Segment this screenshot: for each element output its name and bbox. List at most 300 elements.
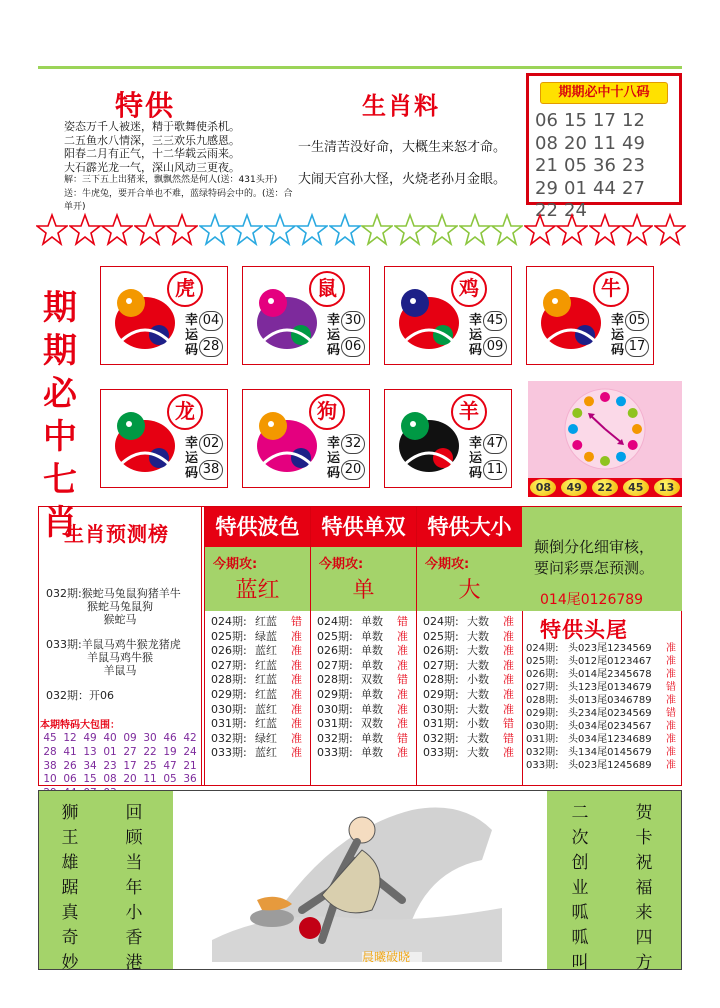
result-status: 错 [291, 615, 302, 628]
grid-number: 01 [103, 745, 117, 758]
period: 033期: [317, 746, 353, 760]
poem-char: 真 [61, 903, 79, 923]
result-status: 准 [666, 695, 676, 706]
period: 028期: [423, 673, 459, 687]
bottom-left-poem [39, 791, 173, 973]
star-icon [556, 211, 589, 251]
tetou-row [526, 733, 680, 746]
attack-value: 蓝红 [235, 578, 280, 603]
clock-dot [568, 424, 578, 434]
result-status: 准 [397, 658, 408, 672]
star-icon [166, 211, 199, 251]
tegong-title: 特供 [115, 89, 176, 122]
tetou-row [526, 759, 680, 772]
result-status: 错 [503, 731, 514, 745]
tetou-row [526, 681, 680, 694]
grid-number: 24 [183, 745, 197, 758]
prediction: 头234尾0234569 [568, 708, 652, 719]
history-row [211, 659, 306, 674]
zodiac-card [384, 266, 512, 365]
tetou-row [526, 720, 680, 733]
star-icon [459, 211, 492, 251]
result-status: 错 [397, 615, 408, 628]
prediction: 头013尾0346789 [568, 695, 652, 706]
period: 029期: [423, 687, 459, 701]
period: 025期: [526, 656, 559, 667]
result-status: 准 [503, 746, 514, 760]
bottom-right-poem [547, 791, 681, 973]
luck-number: 38 [199, 460, 223, 480]
grid-number: 38 [43, 759, 57, 772]
grid-number: 49 [83, 732, 97, 744]
top-divider [38, 66, 682, 69]
result-status: 准 [503, 673, 514, 687]
result-status: 错 [666, 682, 676, 693]
period: 028期: [317, 673, 353, 687]
attack-box [205, 547, 310, 611]
prediction: 单数 [361, 629, 383, 643]
period: 027期: [211, 658, 247, 672]
code-number: 44 [593, 177, 616, 199]
prediction: 红蓝 [255, 673, 277, 687]
clock-dot [628, 408, 638, 418]
result-status: 错 [666, 708, 676, 719]
luck-number: 20 [341, 460, 365, 480]
attack-value: 单 [352, 578, 375, 603]
period: 027期: [317, 658, 353, 672]
grid-number: 26 [63, 759, 77, 772]
star-row [36, 211, 686, 251]
clock-dot [628, 440, 638, 450]
prediction: 头034尾0234567 [568, 721, 652, 732]
luck-number: 05 [625, 311, 649, 331]
history-row [317, 630, 412, 645]
title-char: 肖 [43, 503, 77, 543]
prediction: 头034尾1234689 [568, 734, 652, 745]
prediction: 单数 [361, 746, 383, 760]
history-row [211, 630, 306, 645]
prediction: 双数 [361, 717, 383, 731]
title-char: 七 [43, 460, 77, 500]
star-icon [426, 211, 459, 251]
poem-char: 四 [635, 928, 653, 948]
luck-label: 幸运码 [469, 436, 483, 481]
history-row [317, 703, 412, 718]
poem-char: 顾 [125, 828, 143, 848]
clock-dot [584, 452, 594, 462]
poem-column [569, 801, 591, 976]
zodiac-name: 虎 [167, 271, 203, 307]
prediction: 红蓝 [255, 687, 277, 701]
prediction: 头134尾0145679 [568, 747, 652, 758]
luck-label: 幸运码 [327, 313, 341, 358]
luck-number: 32 [341, 434, 365, 454]
result-status: 准 [291, 746, 302, 760]
result-status: 准 [397, 629, 408, 643]
code-number: 29 [535, 177, 558, 199]
poem-char: 香 [125, 928, 143, 948]
code-number: 20 [564, 132, 587, 154]
poem-char: 呱 [571, 928, 589, 948]
result-status: 准 [397, 702, 408, 716]
result-status: 准 [291, 673, 302, 687]
star-icon [101, 211, 134, 251]
poem-char: 回 [125, 803, 143, 823]
prediction: 头023尾1245689 [568, 760, 652, 771]
tetou-row [526, 707, 680, 720]
result-status: 准 [397, 644, 408, 658]
prediction: 头012尾0123467 [568, 656, 652, 667]
number-ball: 49 [561, 479, 587, 496]
history-row [211, 732, 306, 747]
tetou-row [526, 694, 680, 707]
poem-column [633, 801, 655, 976]
prediction: 大数 [467, 644, 489, 658]
code-number: 05 [564, 155, 587, 176]
period: 024期: [317, 615, 353, 628]
zodiac-card [526, 266, 654, 365]
code-number: 06 [535, 110, 558, 131]
zodiac-card [242, 389, 370, 488]
period: 033期: [526, 760, 559, 771]
rank-line: 猴蛇马兔鼠狗 [87, 600, 153, 613]
poem-char: 次 [571, 828, 589, 848]
eighteen-codes-title: 期期必中十八码 [540, 82, 668, 104]
poem-char: 踞 [61, 878, 79, 898]
period: 030期: [317, 702, 353, 716]
clock-dot [584, 396, 594, 406]
grid-number: 34 [83, 759, 97, 772]
star-icon [361, 211, 394, 251]
title-char: 期 [43, 331, 77, 371]
number-ball: 45 [623, 479, 649, 496]
history-row [211, 673, 306, 688]
code-number: 22 [535, 200, 558, 221]
period: 031期: [423, 717, 459, 731]
poem-column [123, 801, 145, 976]
prediction: 头023尾1234569 [568, 643, 652, 654]
prediction: 大数 [467, 746, 489, 760]
history-row [211, 717, 306, 732]
prediction: 小数 [467, 717, 489, 731]
history-rows [211, 615, 306, 761]
history-row [423, 732, 518, 747]
slogan-number: 014尾0126789 [540, 592, 644, 608]
grid-number: 23 [103, 759, 117, 772]
grid-number: 42 [183, 732, 197, 744]
period: 024期: [211, 615, 247, 628]
prediction: 红蓝 [255, 615, 277, 628]
grid-number: 09 [123, 732, 137, 744]
result-status: 准 [666, 643, 676, 654]
code-number: 11 [593, 132, 616, 154]
period: 032期: [317, 731, 353, 745]
result-status: 准 [397, 746, 408, 760]
luck-number: 17 [625, 337, 649, 357]
result-status: 准 [666, 747, 676, 758]
luck-number: 30 [341, 311, 365, 331]
title-char: 中 [43, 417, 77, 457]
result-status: 准 [503, 687, 514, 701]
clock-dot [600, 392, 610, 402]
special-code-grid-title: 本期特码大包围： [40, 720, 120, 731]
star-icon [491, 211, 524, 251]
star-icon [654, 211, 687, 251]
grid-number: 17 [123, 759, 137, 772]
tetou-row [526, 668, 680, 681]
period: 026期: [317, 644, 353, 658]
poem-char: 业 [571, 878, 589, 898]
tetou-rows [526, 642, 680, 772]
zodiac-card [384, 389, 512, 488]
prediction: 头123尾0134679 [568, 682, 652, 693]
result-status: 准 [503, 658, 514, 672]
period: 025期: [211, 629, 247, 643]
period: 025期: [423, 629, 459, 643]
period: 024期: [526, 643, 559, 654]
history-row [317, 688, 412, 703]
attack-label: 今期攻: [213, 557, 258, 572]
zodiac-card [100, 389, 228, 488]
prediction: 单数 [361, 702, 383, 716]
eighteen-codes-box [526, 73, 682, 221]
period: 033期: [211, 746, 247, 760]
history-row [317, 659, 412, 674]
zodiac-name: 鼠 [309, 271, 345, 307]
prediction: 蓝红 [255, 644, 277, 658]
clock-icon [528, 381, 682, 478]
clock-number-balls [528, 478, 682, 497]
history-row [211, 703, 306, 718]
poem-char: 叫 [571, 953, 589, 973]
result-status: 准 [291, 717, 302, 731]
grid-number: 11 [143, 773, 157, 786]
code-number: 12 [622, 110, 645, 131]
grid-number: 36 [183, 773, 197, 786]
grid-number: 20 [123, 773, 137, 786]
period: 031期: [317, 717, 353, 731]
star-icon [231, 211, 264, 251]
result-status: 准 [666, 734, 676, 745]
grid-number: 30 [143, 732, 157, 744]
period: 027期: [526, 682, 559, 693]
star-icon [329, 211, 362, 251]
star-icon [589, 211, 622, 251]
column-divider [201, 507, 202, 785]
zodiac-name: 鸡 [451, 271, 487, 307]
period: 032期: [423, 731, 459, 745]
prediction: 蓝红 [255, 746, 277, 760]
poem-char: 贺 [635, 803, 653, 823]
grid-number: 45 [43, 732, 57, 744]
luck-number: 47 [483, 434, 507, 454]
history-row [317, 673, 412, 688]
ink-painting [212, 800, 502, 962]
result-status: 准 [291, 644, 302, 658]
tetou-row [526, 655, 680, 668]
poem-char: 当 [125, 853, 143, 873]
luck-number: 04 [199, 311, 223, 331]
column-title: 特供波色 [205, 507, 310, 547]
result-status: 错 [397, 731, 408, 745]
result-status: 准 [666, 721, 676, 732]
luck-label: 幸运码 [469, 313, 483, 358]
prediction: 绿蓝 [255, 629, 277, 643]
attack-box [311, 547, 416, 611]
poem-char: 港 [125, 953, 143, 973]
code-number: 24 [564, 200, 587, 221]
period: 024期: [423, 615, 459, 628]
result-status: 准 [503, 629, 514, 643]
result-status: 准 [397, 687, 408, 701]
history-row [423, 644, 518, 659]
zodiac-name: 狗 [309, 394, 345, 430]
period: 030期: [211, 702, 247, 716]
grid-number: 46 [163, 732, 177, 744]
zodiac-name: 羊 [451, 394, 487, 430]
slogan-line: 颠倒分化细审核， [534, 538, 655, 556]
period: 028期: [526, 695, 559, 706]
result-status: 准 [666, 656, 676, 667]
poem-char: 年 [125, 878, 143, 898]
poem-line: 姿态万千人被迷，精于歌舞使杀机。 [64, 120, 240, 133]
prediction: 红蓝 [255, 658, 277, 672]
period: 028期: [211, 673, 247, 687]
period: 030期: [526, 721, 559, 732]
history-row [317, 746, 412, 761]
prediction: 大数 [467, 615, 489, 628]
result-status: 准 [291, 702, 302, 716]
poem-char: 小 [125, 903, 143, 923]
grid-number: 47 [163, 759, 177, 772]
luck-number: 06 [341, 337, 365, 357]
rank-line: 032期:猴蛇马兔鼠狗猪羊牛 [46, 587, 181, 600]
prediction: 红蓝 [255, 717, 277, 731]
period: 025期: [317, 629, 353, 643]
prediction: 大数 [467, 702, 489, 716]
code-number: 49 [622, 132, 645, 154]
history-row [211, 746, 306, 761]
tetou-title: 特供头尾 [540, 618, 628, 642]
poem-char: 方 [635, 953, 653, 973]
poem-char: 二 [571, 803, 589, 823]
code-number: 17 [593, 110, 616, 131]
result-status: 准 [666, 669, 676, 680]
tetou-row [526, 642, 680, 655]
rank-line: 羊鼠马 [103, 664, 137, 677]
prediction: 头014尾2345678 [568, 669, 652, 680]
number-ball: 13 [654, 479, 680, 496]
rank-title: 生肖预测榜 [64, 522, 169, 546]
period: 033期: [423, 746, 459, 760]
history-row [423, 615, 518, 630]
luck-number: 45 [483, 311, 507, 331]
result-status: 错 [397, 673, 408, 687]
history-row [423, 673, 518, 688]
zodiac-card [100, 266, 228, 365]
luck-label: 幸运码 [185, 313, 199, 358]
title-char: 期 [43, 288, 77, 328]
prediction: 小数 [467, 673, 489, 687]
poem-char: 福 [635, 878, 653, 898]
prediction: 大数 [467, 731, 489, 745]
prediction: 单数 [361, 658, 383, 672]
attack-value: 大 [458, 578, 481, 603]
result-status: 准 [291, 731, 302, 745]
grid-number: 27 [123, 745, 137, 758]
poem-char: 来 [635, 903, 653, 923]
clock-dot [616, 452, 626, 462]
period: 027期: [423, 658, 459, 672]
history-row [423, 659, 518, 674]
column-title: 特供单双 [311, 507, 416, 547]
history-row [317, 717, 412, 732]
star-icon [134, 211, 167, 251]
luck-label: 幸运码 [611, 313, 625, 358]
luck-label: 幸运码 [327, 436, 341, 481]
star-icon [199, 211, 232, 251]
period: 032期: [526, 747, 559, 758]
rank-line: 033期:羊鼠马鸡牛猴龙猪虎 [46, 638, 181, 651]
history-row [423, 746, 518, 761]
luck-label: 幸运码 [185, 436, 199, 481]
period: 031期: [211, 717, 247, 731]
poem-char: 奇 [61, 928, 79, 948]
result-status: 准 [291, 658, 302, 672]
poem-column [59, 801, 81, 976]
clock-dot [572, 440, 582, 450]
star-icon [69, 211, 102, 251]
grid-number: 21 [183, 759, 197, 772]
history-row [211, 615, 306, 630]
prediction: 蓝红 [255, 702, 277, 716]
code-number: 01 [564, 177, 587, 199]
shengxiao-line: 大闹天宫孙大怪，火烧老孙月金眼。 [298, 172, 507, 187]
prediction: 绿红 [255, 731, 277, 745]
poem-char: 祝 [635, 853, 653, 873]
result-status: 准 [397, 717, 408, 731]
history-row [423, 703, 518, 718]
eighteen-codes-list [535, 110, 679, 223]
poem-char: 创 [571, 853, 589, 873]
history-rows [423, 615, 518, 761]
rank-line: 羊鼠马鸡牛猴 [87, 651, 153, 664]
prediction: 大数 [467, 629, 489, 643]
grid-number: 25 [143, 759, 157, 772]
poem-char: 呱 [571, 903, 589, 923]
clock-dot [600, 456, 610, 466]
history-rows [317, 615, 412, 761]
tetou-row [526, 746, 680, 759]
attack-label: 今期攻: [425, 557, 470, 572]
column-title: 特供大小 [417, 507, 522, 547]
rank-line: 猴蛇马 [103, 613, 137, 626]
star-icon [36, 211, 69, 251]
prediction: 单数 [361, 731, 383, 745]
history-row [423, 630, 518, 645]
grid-number: 22 [143, 745, 157, 758]
prediction: 单数 [361, 644, 383, 658]
grid-number: 28 [43, 745, 57, 758]
poem-note: 解：三下五上出猪来，飘飘然然是何人(送：431头开) [64, 175, 278, 185]
history-row [423, 717, 518, 732]
period: 026期: [423, 644, 459, 658]
history-row [317, 732, 412, 747]
luck-number: 09 [483, 337, 507, 357]
clock-dot [616, 396, 626, 406]
poem-char: 雄 [61, 853, 79, 873]
poem-block [64, 120, 294, 215]
